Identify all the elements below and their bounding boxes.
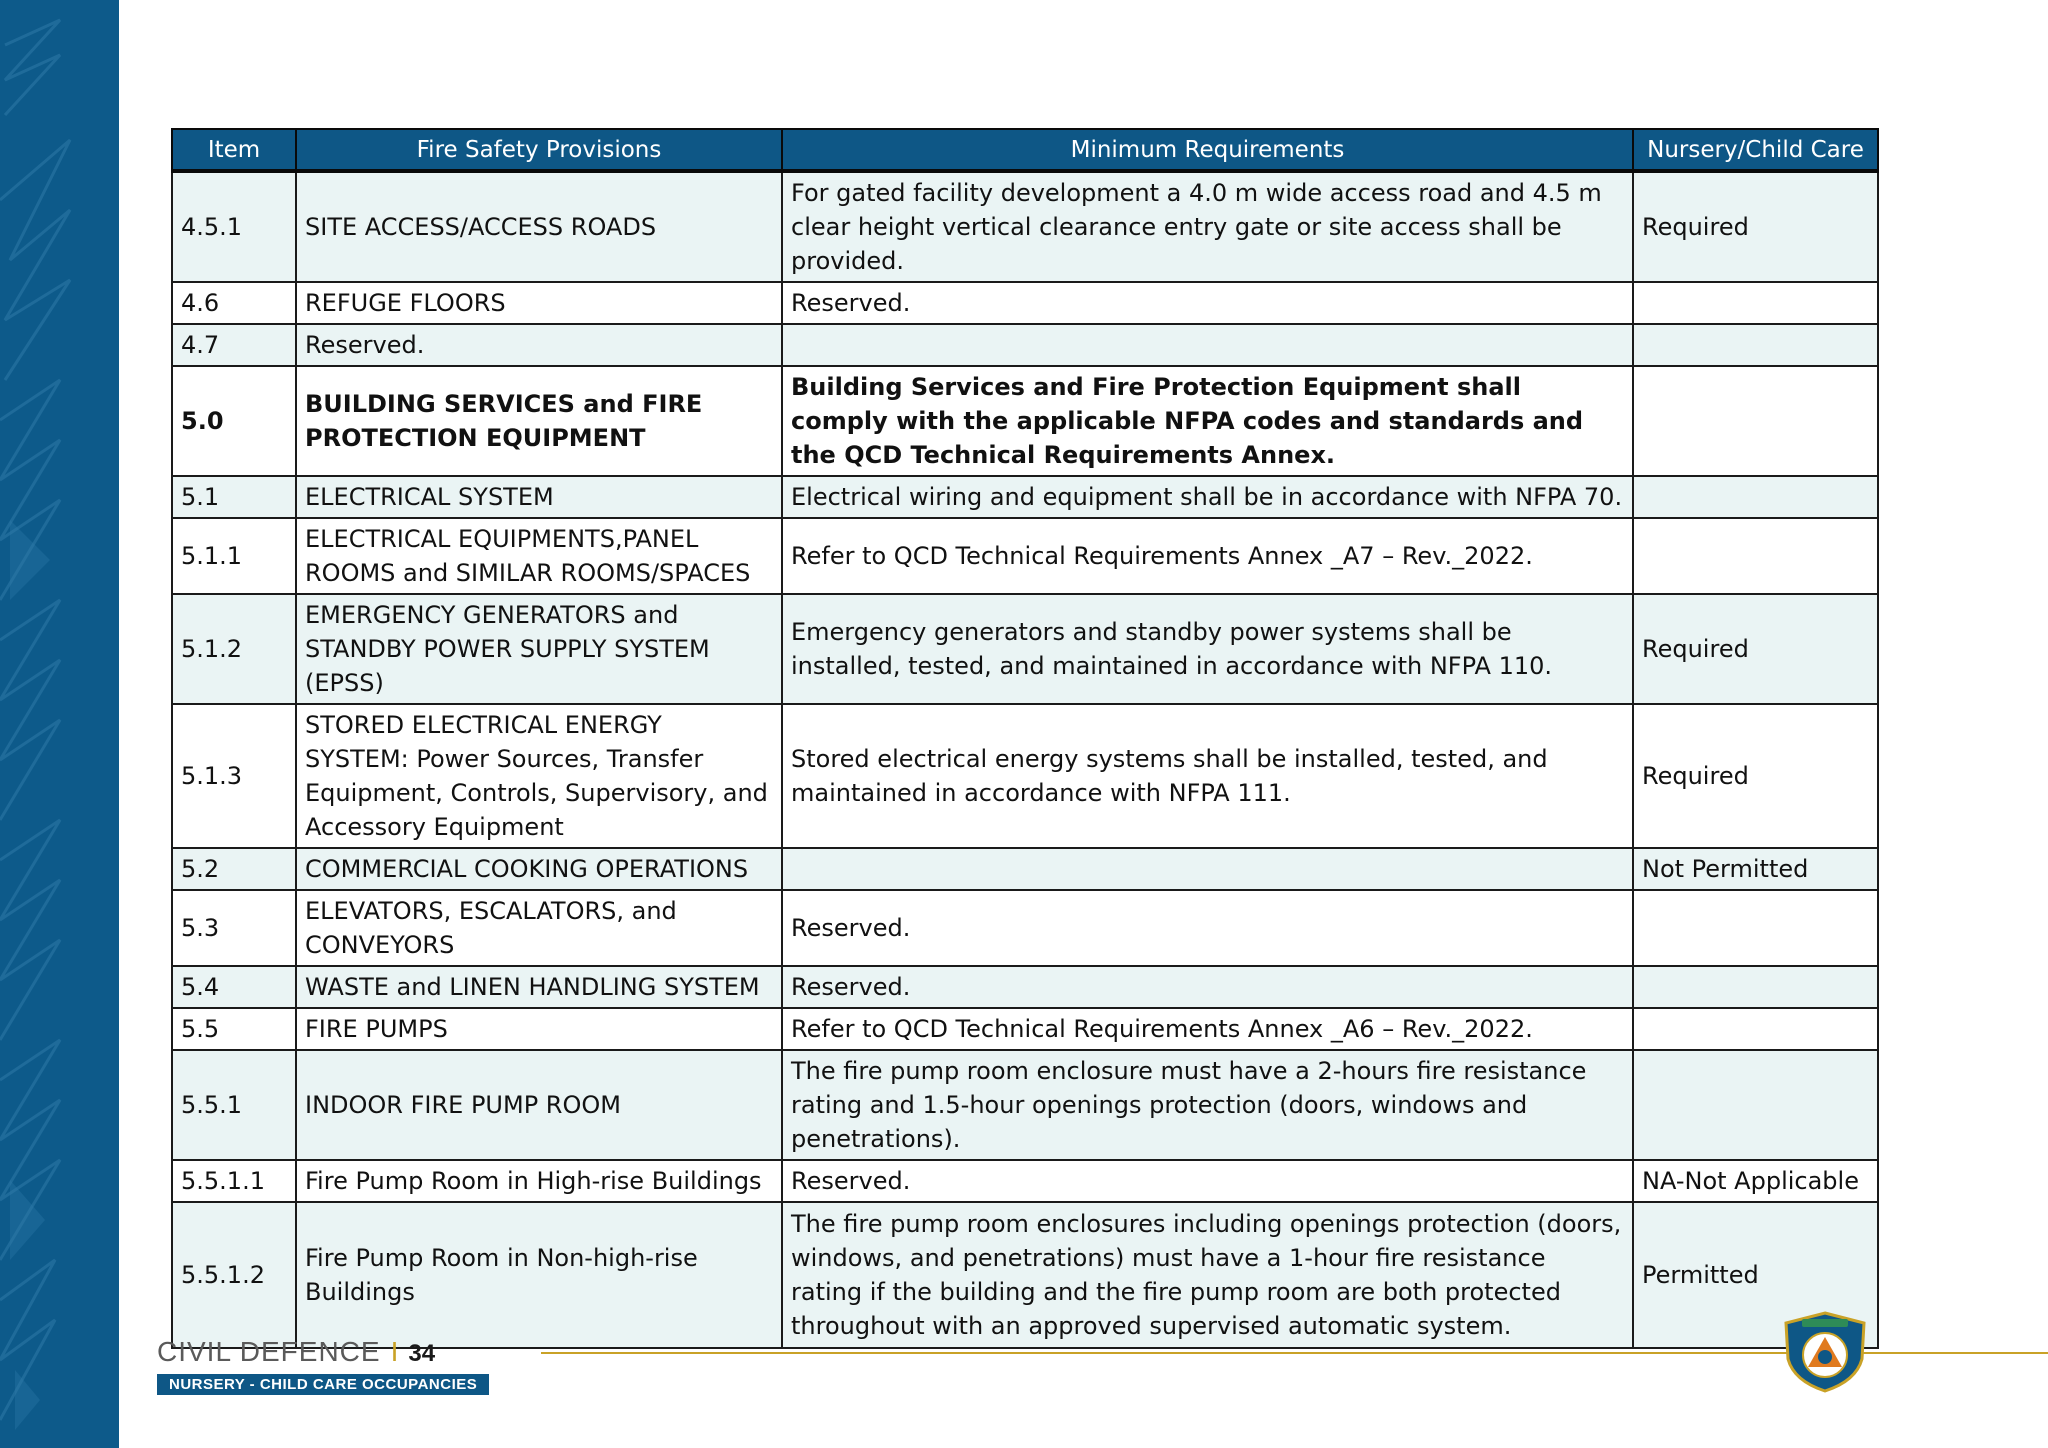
row-item: 5.1.3 bbox=[172, 704, 296, 848]
row-status bbox=[1633, 518, 1878, 594]
row-requirement: Stored electrical energy systems shall be installed, tested, and maintained in accordance with NFPA 111. bbox=[782, 704, 1633, 848]
section-label: NURSERY - CHILD CARE OCCUPANCIES bbox=[157, 1374, 489, 1395]
row-provision: REFUGE FLOORS bbox=[296, 282, 782, 324]
table-row bbox=[172, 282, 1878, 324]
row-status bbox=[1633, 966, 1878, 1008]
row-item: 5.5.1.1 bbox=[172, 1160, 296, 1202]
table-row bbox=[172, 890, 1878, 966]
row-provision: FIRE PUMPS bbox=[296, 1008, 782, 1050]
side-band bbox=[0, 0, 119, 1448]
row-status: NA-Not Applicable bbox=[1633, 1160, 1878, 1202]
page-number: 34 bbox=[408, 1340, 436, 1367]
row-item: 5.2 bbox=[172, 848, 296, 890]
row-requirement bbox=[782, 848, 1633, 890]
row-requirement: For gated facility development a 4.0 m wide access road and 4.5 m clear height vertical clearance entry gate or site access shall be provided. bbox=[782, 171, 1633, 282]
row-status bbox=[1633, 476, 1878, 518]
row-item: 5.1.2 bbox=[172, 594, 296, 704]
row-status bbox=[1633, 1050, 1878, 1160]
table-row bbox=[172, 1160, 1878, 1202]
row-status bbox=[1633, 1008, 1878, 1050]
brand-name: CIVIL DEFENCE bbox=[157, 1336, 381, 1367]
table-row bbox=[172, 966, 1878, 1008]
row-status bbox=[1633, 282, 1878, 324]
row-provision: ELEVATORS, ESCALATORS, and CONVEYORS bbox=[296, 890, 782, 966]
row-item: 4.6 bbox=[172, 282, 296, 324]
row-requirement: Reserved. bbox=[782, 890, 1633, 966]
row-requirement: Reserved. bbox=[782, 1160, 1633, 1202]
fire-safety-table bbox=[171, 128, 1879, 1349]
row-item: 5.3 bbox=[172, 890, 296, 966]
table-row bbox=[172, 848, 1878, 890]
row-requirement: The fire pump room enclosure must have a 2-hours fire resistance rating and 1.5-hour openings protection (doors, windows and penetrations). bbox=[782, 1050, 1633, 1160]
row-item: 5.5 bbox=[172, 1008, 296, 1050]
triangle-pattern-icon bbox=[0, 0, 119, 1448]
row-requirement: Refer to QCD Technical Requirements Annex _A6 – Rev._2022. bbox=[782, 1008, 1633, 1050]
row-provision: EMERGENCY GENERATORS and STANDBY POWER SUPPLY SYSTEM (EPSS) bbox=[296, 594, 782, 704]
civil-defence-emblem-icon bbox=[1782, 1311, 1868, 1393]
table-row bbox=[172, 1202, 1878, 1348]
row-item: 4.7 bbox=[172, 324, 296, 366]
row-status bbox=[1633, 890, 1878, 966]
row-provision: STORED ELECTRICAL ENERGY SYSTEM: Power Sources, Transfer Equipment, Controls, Supervisory, and Accessory Equipment bbox=[296, 704, 782, 848]
row-item: 5.0 bbox=[172, 366, 296, 476]
row-requirement: Building Services and Fire Protection Equipment shall comply with the applicable NFPA codes and standards and the QCD Technical Requirements Annex. bbox=[782, 366, 1633, 476]
table-row bbox=[172, 704, 1878, 848]
row-requirement: The fire pump room enclosures including openings protection (doors, windows, and penetrations) must have a 1-hour fire resistance rating if the building and the fire pump room are both protected throughout with an approved supervised automatic system. bbox=[782, 1202, 1633, 1348]
row-status bbox=[1633, 366, 1878, 476]
row-provision: Reserved. bbox=[296, 324, 782, 366]
table-header-row bbox=[172, 129, 1878, 171]
row-status: Required bbox=[1633, 704, 1878, 848]
row-requirement: Emergency generators and standby power systems shall be installed, tested, and maintained in accordance with NFPA 110. bbox=[782, 594, 1633, 704]
row-provision: Fire Pump Room in High-rise Buildings bbox=[296, 1160, 782, 1202]
row-provision: COMMERCIAL COOKING OPERATIONS bbox=[296, 848, 782, 890]
row-item: 5.5.1 bbox=[172, 1050, 296, 1160]
row-item: 5.1 bbox=[172, 476, 296, 518]
row-status: Required bbox=[1633, 594, 1878, 704]
row-provision: INDOOR FIRE PUMP ROOM bbox=[296, 1050, 782, 1160]
table-row bbox=[172, 518, 1878, 594]
row-provision: WASTE and LINEN HANDLING SYSTEM bbox=[296, 966, 782, 1008]
header-minimum-requirements: Minimum Requirements bbox=[782, 129, 1633, 171]
row-item: 5.5.1.2 bbox=[172, 1202, 296, 1348]
row-provision: BUILDING SERVICES and FIRE PROTECTION EQUIPMENT bbox=[296, 366, 782, 476]
row-item: 5.4 bbox=[172, 966, 296, 1008]
row-requirement: Refer to QCD Technical Requirements Annex _A7 – Rev._2022. bbox=[782, 518, 1633, 594]
row-status bbox=[1633, 324, 1878, 366]
row-requirement: Reserved. bbox=[782, 282, 1633, 324]
table-row bbox=[172, 366, 1878, 476]
row-provision: ELECTRICAL EQUIPMENTS,PANEL ROOMS and SIMILAR ROOMS/SPACES bbox=[296, 518, 782, 594]
header-nursery-child-care: Nursery/Child Care bbox=[1633, 129, 1878, 171]
table-row bbox=[172, 1050, 1878, 1160]
row-status: Required bbox=[1633, 171, 1878, 282]
footer-brand bbox=[157, 1336, 489, 1395]
header-fire-safety-provisions: Fire Safety Provisions bbox=[296, 129, 782, 171]
brand-line bbox=[157, 1336, 489, 1368]
row-requirement bbox=[782, 324, 1633, 366]
row-provision: SITE ACCESS/ACCESS ROADS bbox=[296, 171, 782, 282]
table-row bbox=[172, 594, 1878, 704]
table-row bbox=[172, 171, 1878, 282]
row-requirement: Electrical wiring and equipment shall be in accordance with NFPA 70. bbox=[782, 476, 1633, 518]
table-row bbox=[172, 324, 1878, 366]
row-provision: ELECTRICAL SYSTEM bbox=[296, 476, 782, 518]
row-item: 5.1.1 bbox=[172, 518, 296, 594]
row-item: 4.5.1 bbox=[172, 171, 296, 282]
row-status: Not Permitted bbox=[1633, 848, 1878, 890]
table-row bbox=[172, 1008, 1878, 1050]
table-row bbox=[172, 476, 1878, 518]
header-item: Item bbox=[172, 129, 296, 171]
row-provision: Fire Pump Room in Non-high-rise Buildings bbox=[296, 1202, 782, 1348]
row-status: Permitted bbox=[1633, 1202, 1878, 1348]
row-requirement: Reserved. bbox=[782, 966, 1633, 1008]
fire-safety-table-container bbox=[171, 128, 1877, 1349]
brand-separator: I bbox=[390, 1336, 399, 1367]
